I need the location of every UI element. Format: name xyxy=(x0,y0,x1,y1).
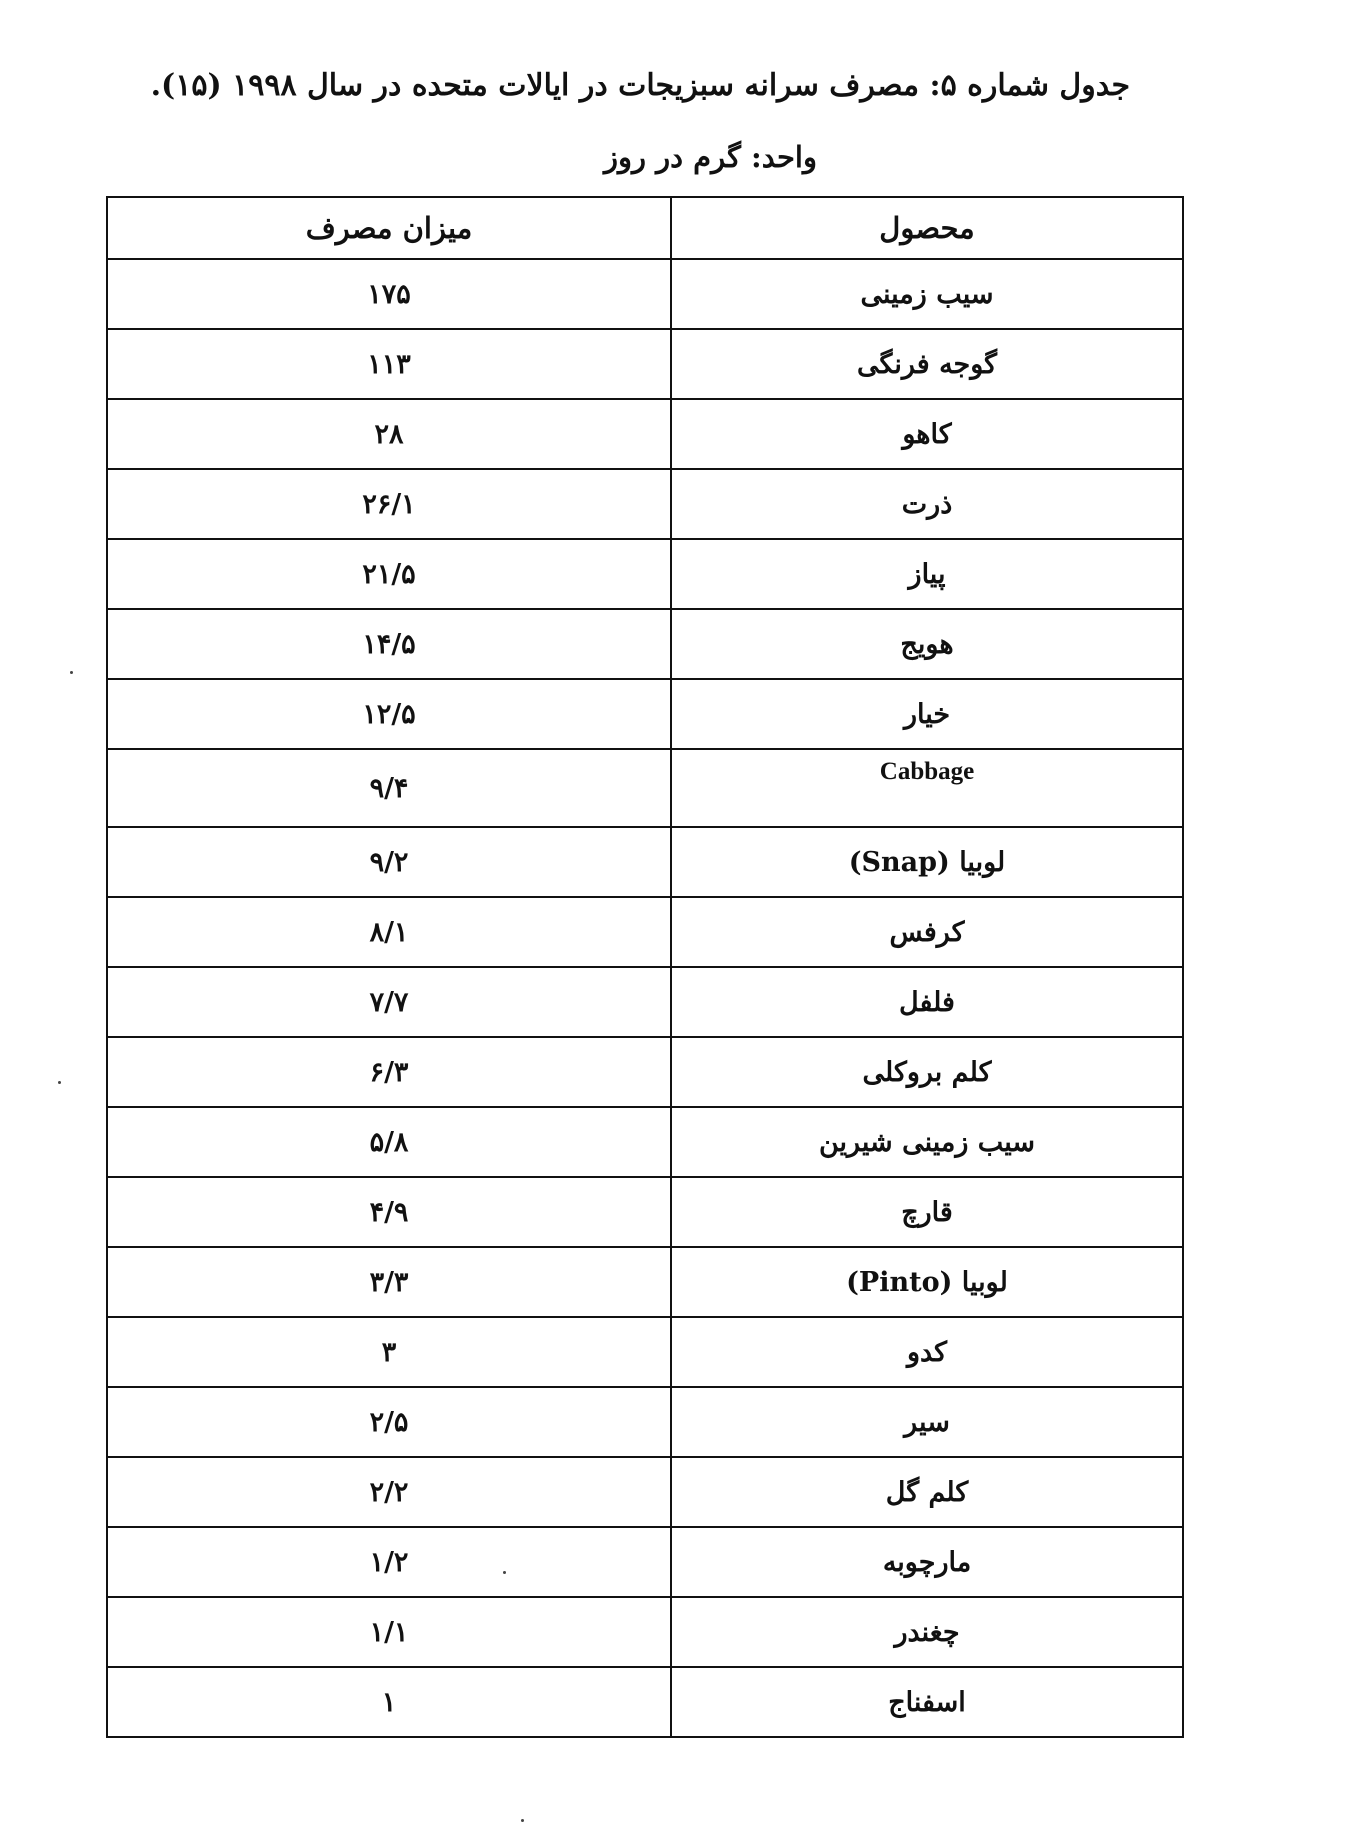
amount-cell: ۲/۲ xyxy=(107,1457,671,1527)
amount-cell: ۱۴/۵ xyxy=(107,609,671,679)
header-amount: میزان مصرف xyxy=(107,197,671,259)
product-cell: فلفل xyxy=(671,967,1183,1037)
amount-cell: ۱/۲ xyxy=(107,1527,671,1597)
amount-cell: ۹/۴ xyxy=(107,749,671,827)
table-body xyxy=(107,259,1183,1737)
product-cell: گوجه فرنگی xyxy=(671,329,1183,399)
product-cell: ذرت xyxy=(671,469,1183,539)
product-cell: سیب زمینی xyxy=(671,259,1183,329)
amount-cell: ۵/۸ xyxy=(107,1107,671,1177)
scan-speck xyxy=(70,671,73,674)
table-row xyxy=(107,1247,1183,1317)
table-row xyxy=(107,1107,1183,1177)
product-cell: هویج xyxy=(671,609,1183,679)
amount-cell: ۱/۱ xyxy=(107,1597,671,1667)
header-product: محصول xyxy=(671,197,1183,259)
product-cell: سیر xyxy=(671,1387,1183,1457)
unit-label: واحد: گرم در روز xyxy=(604,140,817,174)
table-row xyxy=(107,1597,1183,1667)
scan-speck xyxy=(521,1819,524,1822)
amount-cell: ۱۷۵ xyxy=(107,259,671,329)
product-cell: خیار xyxy=(671,679,1183,749)
amount-cell: ۴/۹ xyxy=(107,1177,671,1247)
product-cell: مارچوبه xyxy=(671,1527,1183,1597)
table-row xyxy=(107,1527,1183,1597)
consumption-table xyxy=(106,196,1184,1738)
amount-cell: ۶/۳ xyxy=(107,1037,671,1107)
table-row xyxy=(107,609,1183,679)
product-cell: کدو xyxy=(671,1317,1183,1387)
table-row xyxy=(107,1387,1183,1457)
amount-cell: ۱ xyxy=(107,1667,671,1737)
table-row xyxy=(107,897,1183,967)
table-title: جدول شماره ۵: مصرف سرانه سبزیجات در ایالات متحده در سال ۱۹۹۸ (۱۵). xyxy=(150,68,1130,103)
amount-cell: ۸/۱ xyxy=(107,897,671,967)
table-row xyxy=(107,679,1183,749)
product-cell: Cabbage xyxy=(671,749,1183,827)
scan-speck xyxy=(503,1571,506,1574)
scan-speck xyxy=(58,1081,61,1084)
amount-cell: ۲/۵ xyxy=(107,1387,671,1457)
table-row xyxy=(107,1667,1183,1737)
product-cell: کرفس xyxy=(671,897,1183,967)
product-cell: سیب زمینی شیرین xyxy=(671,1107,1183,1177)
amount-cell: ۱۱۳ xyxy=(107,329,671,399)
table-row xyxy=(107,399,1183,469)
table-header-row xyxy=(107,197,1183,259)
product-cell: کلم بروکلی xyxy=(671,1037,1183,1107)
table-row xyxy=(107,1177,1183,1247)
table-row xyxy=(107,827,1183,897)
amount-cell: ۱۲/۵ xyxy=(107,679,671,749)
product-cell: چغندر xyxy=(671,1597,1183,1667)
amount-cell: ۲۱/۵ xyxy=(107,539,671,609)
table-row xyxy=(107,1037,1183,1107)
table-row xyxy=(107,329,1183,399)
amount-cell: ۳/۳ xyxy=(107,1247,671,1317)
product-cell: لوبیا (Pinto) xyxy=(671,1247,1183,1317)
table-row xyxy=(107,749,1183,827)
amount-cell: ۹/۲ xyxy=(107,827,671,897)
product-cell: قارچ xyxy=(671,1177,1183,1247)
amount-cell: ۳ xyxy=(107,1317,671,1387)
product-cell: کاهو xyxy=(671,399,1183,469)
table-row xyxy=(107,259,1183,329)
table-row xyxy=(107,967,1183,1037)
amount-cell: ۷/۷ xyxy=(107,967,671,1037)
amount-cell: ۲۶/۱ xyxy=(107,469,671,539)
product-cell: لوبیا (Snap) xyxy=(671,827,1183,897)
table-row xyxy=(107,539,1183,609)
product-cell: اسفناج xyxy=(671,1667,1183,1737)
product-cell: کلم گل xyxy=(671,1457,1183,1527)
amount-cell: ۲۸ xyxy=(107,399,671,469)
table-row xyxy=(107,1317,1183,1387)
product-cell: پیاز xyxy=(671,539,1183,609)
table-row xyxy=(107,469,1183,539)
table-row xyxy=(107,1457,1183,1527)
